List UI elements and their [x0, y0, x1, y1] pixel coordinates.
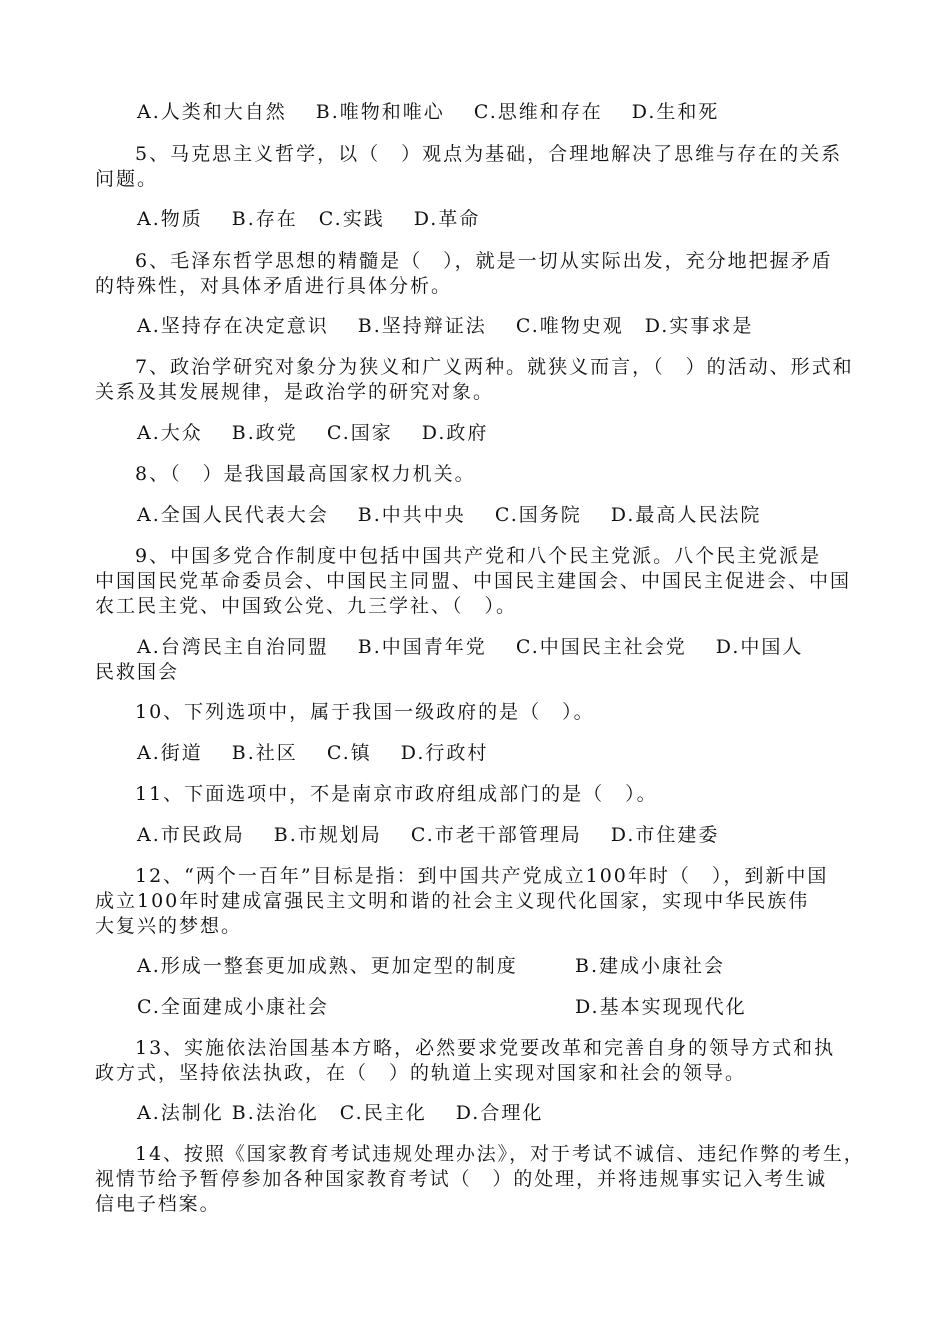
- q5-line2: 问题。: [95, 168, 159, 190]
- q13-line2: 政方式，坚持依法执政，在（ ）的轨道上实现对国家和社会的领导。: [95, 1062, 747, 1084]
- q12-option-b: B.建成小康社会: [575, 955, 726, 977]
- question-12: [95, 864, 860, 939]
- q9-options: [95, 635, 860, 685]
- question-5: [95, 142, 860, 192]
- question-10: [95, 700, 860, 725]
- q8-line1: 8、（ ）是我国最高国家权力机关。: [135, 463, 476, 485]
- question-13: [95, 1036, 860, 1086]
- question-11: [95, 782, 860, 807]
- q6-options: A.坚持存在决定意识 B.坚持辩证法 C.唯物史观 D.实事求是: [137, 315, 754, 337]
- q7-options: A.大众 B.政党 C.国家 D.政府: [137, 422, 489, 444]
- q13-options: A.法制化 B.法治化 C.民主化 D.合理化: [137, 1102, 544, 1124]
- q9-line2: 中国国民党革命委员会、中国民主同盟、中国民主建国会、中国民主促进会、中国: [95, 570, 852, 592]
- q5-line1: 5、马克思主义哲学，以（ ）观点为基础，合理地解决了思维与存在的关系: [135, 143, 843, 165]
- q10-options: A.街道 B.社区 C.镇 D.行政村: [137, 742, 489, 764]
- q9-line3: 农工民主党、中国致公党、九三学社、（ ）。: [95, 595, 518, 617]
- q11-line1: 11、下面选项中，不是南京市政府组成部门的是（ ）。: [135, 783, 658, 805]
- q14-line1: 14、按照《国家教育考试违规处理办法》，对于考试不诚信、违纪作弊的考生，: [135, 1143, 865, 1165]
- q14-line2: 视情节给予暂停参加各种国家教育考试（ ）的处理，并将违规事实记入考生诚: [95, 1168, 828, 1190]
- q13-line1: 13、实施依法治国基本方略，必然要求党要改革和完善自身的领导方式和执: [135, 1037, 836, 1059]
- question-6: [95, 249, 860, 299]
- q5-options: A.物质 B.存在 C.实践 D.革命: [137, 208, 481, 230]
- q14-line3: 信电子档案。: [95, 1193, 221, 1215]
- q6-line1: 6、毛泽东哲学思想的精髓是（ ），就是一切从实际出发，充分地把握矛盾: [135, 250, 833, 272]
- q9-options-line1: A.台湾民主自治同盟 B.中国青年党 C.中国民主社会党 D.中国人: [137, 636, 804, 658]
- q11-options: A.市民政局 B.市规划局 C.市老干部管理局 D.市住建委: [137, 824, 720, 846]
- q12-option-c: C.全面建成小康社会: [137, 996, 329, 1018]
- q12-option-d: D.基本实现现代化: [575, 996, 747, 1018]
- q9-line1: 9、中国多党合作制度中包括中国共产党和八个民主党派。八个民主党派是: [135, 545, 822, 567]
- question-8: [95, 462, 860, 487]
- q6-line2: 的特殊性，对具体矛盾进行具体分析。: [95, 275, 453, 297]
- q12-line2: 成立100年时建成富强民主文明和谐的社会主义现代化国家，实现中华民族伟: [95, 890, 810, 912]
- q9-options-line2: 民救国会: [95, 661, 180, 683]
- question-7: [95, 355, 860, 405]
- q10-line1: 10、下列选项中，属于我国一级政府的是（ ）。: [135, 701, 595, 723]
- q7-line1: 7、政治学研究对象分为狭义和广义两种。就狭义而言，（ ）的活动、形式和: [135, 356, 854, 378]
- question-14: [95, 1142, 865, 1217]
- question-9: [95, 544, 860, 619]
- q7-line2: 关系及其发展规律，是政治学的研究对象。: [95, 381, 495, 403]
- q8-options: A.全国人民代表大会 B.中共中央 C.国务院 D.最高人民法院: [137, 504, 762, 526]
- q4-options: A.人类和大自然 B.唯物和唯心 C.思维和存在 D.生和死: [137, 101, 720, 123]
- q12-line1: 12、“两个一百年”目标是指：到中国共产党成立100年时（ ），到新中国: [135, 865, 829, 887]
- q12-line3: 大复兴的梦想。: [95, 915, 243, 937]
- q12-option-a: A.形成一整套更加成熟、更加定型的制度: [137, 955, 518, 977]
